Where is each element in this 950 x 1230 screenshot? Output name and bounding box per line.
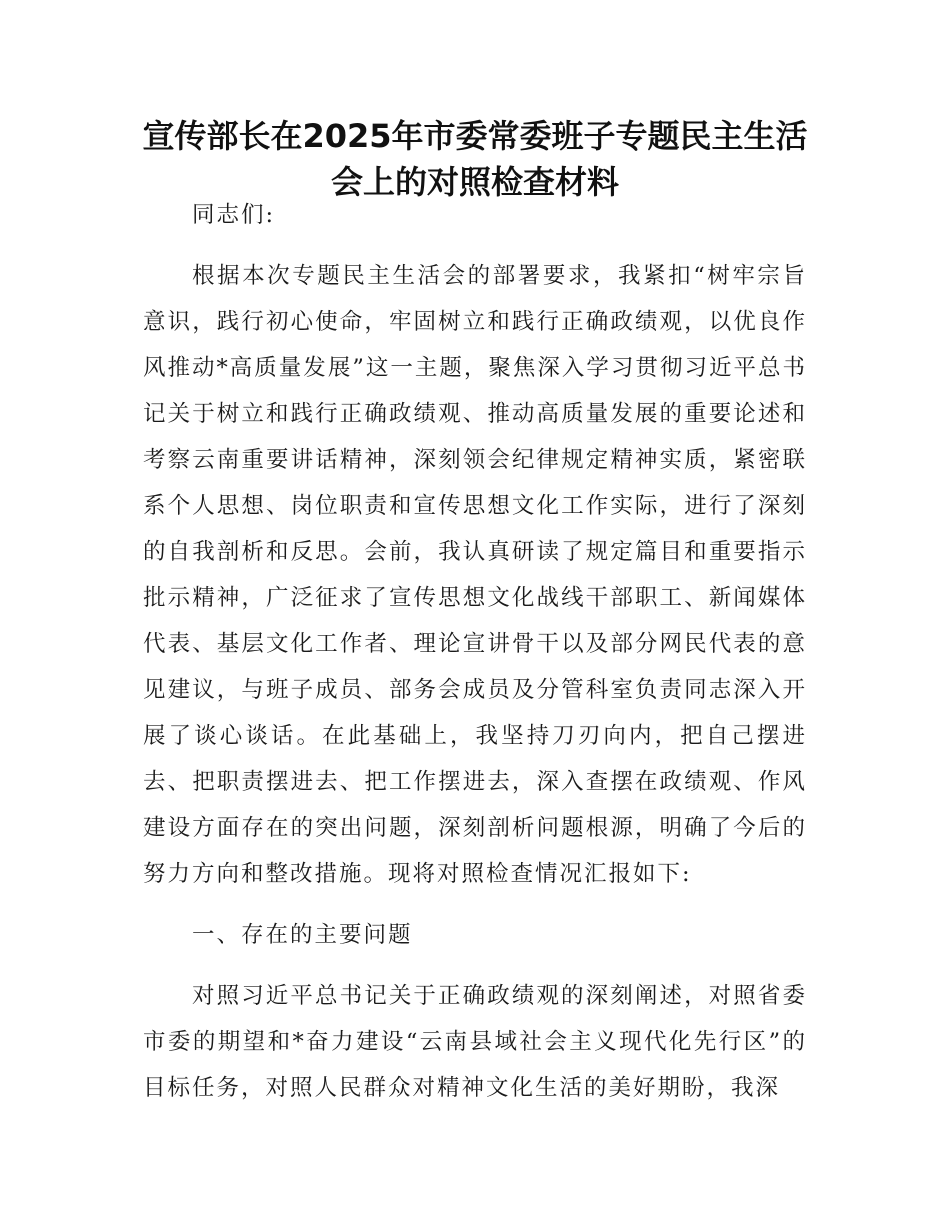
section-heading-1: 一、存在的主要问题 xyxy=(192,922,413,948)
salutation: 同志们: xyxy=(192,202,276,228)
body-paragraph-2: 对照习近平总书记关于正确政绩观的深刻阐述，对照省委市委的期望和*奋力建设“云南县域社会主义现代化先行区”的目标任务，对照人民群众对精神文化生活的美好期盼，我深 xyxy=(143,983,807,1101)
document-title-line-2: 会上的对照检查材料 xyxy=(330,163,619,201)
body-paragraph-1: 根据本次专题民主生活会的部署要求，我紧扣“树牢宗旨意识，践行初心使命，牢固树立和践行正确政绩观，以优良作风推动*高质量发展”这一主题，聚焦深入学习贯彻习近平总书记关于树立和践行正确政绩观、推动高质量发展的重要论述和考察云南重要讲话精神，深刻领会纪律规定精神实质，紧密联系个人思想、岗位职责和宣传思想文化工作实际，进行了深刻的自我剖析和反思。会前，我认真研读了规定篇目和重要指示批示精神，广泛征求了宣传思想文化战线干部职工、新闻媒体代表、基层文化工作者、理论宣讲骨干以及部分网民代表的意见建议，与班子成员、部务会成员及分管科室负责同志深入开展了谈心谈话。在此基础上，我坚持刀刃向内，把自己摆进去、把职责摆进去、把工作摆进去，深入查摆在政绩观、作风建设方面存在的突出问题，深刻剖析问题根源，明确了今后的努力方向和整改措施。现将对照检查情况汇报如下: xyxy=(143,263,807,887)
document-body xyxy=(143,192,807,1111)
document-title-line-1: 宣传部长在2025年市委常委班子专题民主生活 xyxy=(142,117,808,155)
